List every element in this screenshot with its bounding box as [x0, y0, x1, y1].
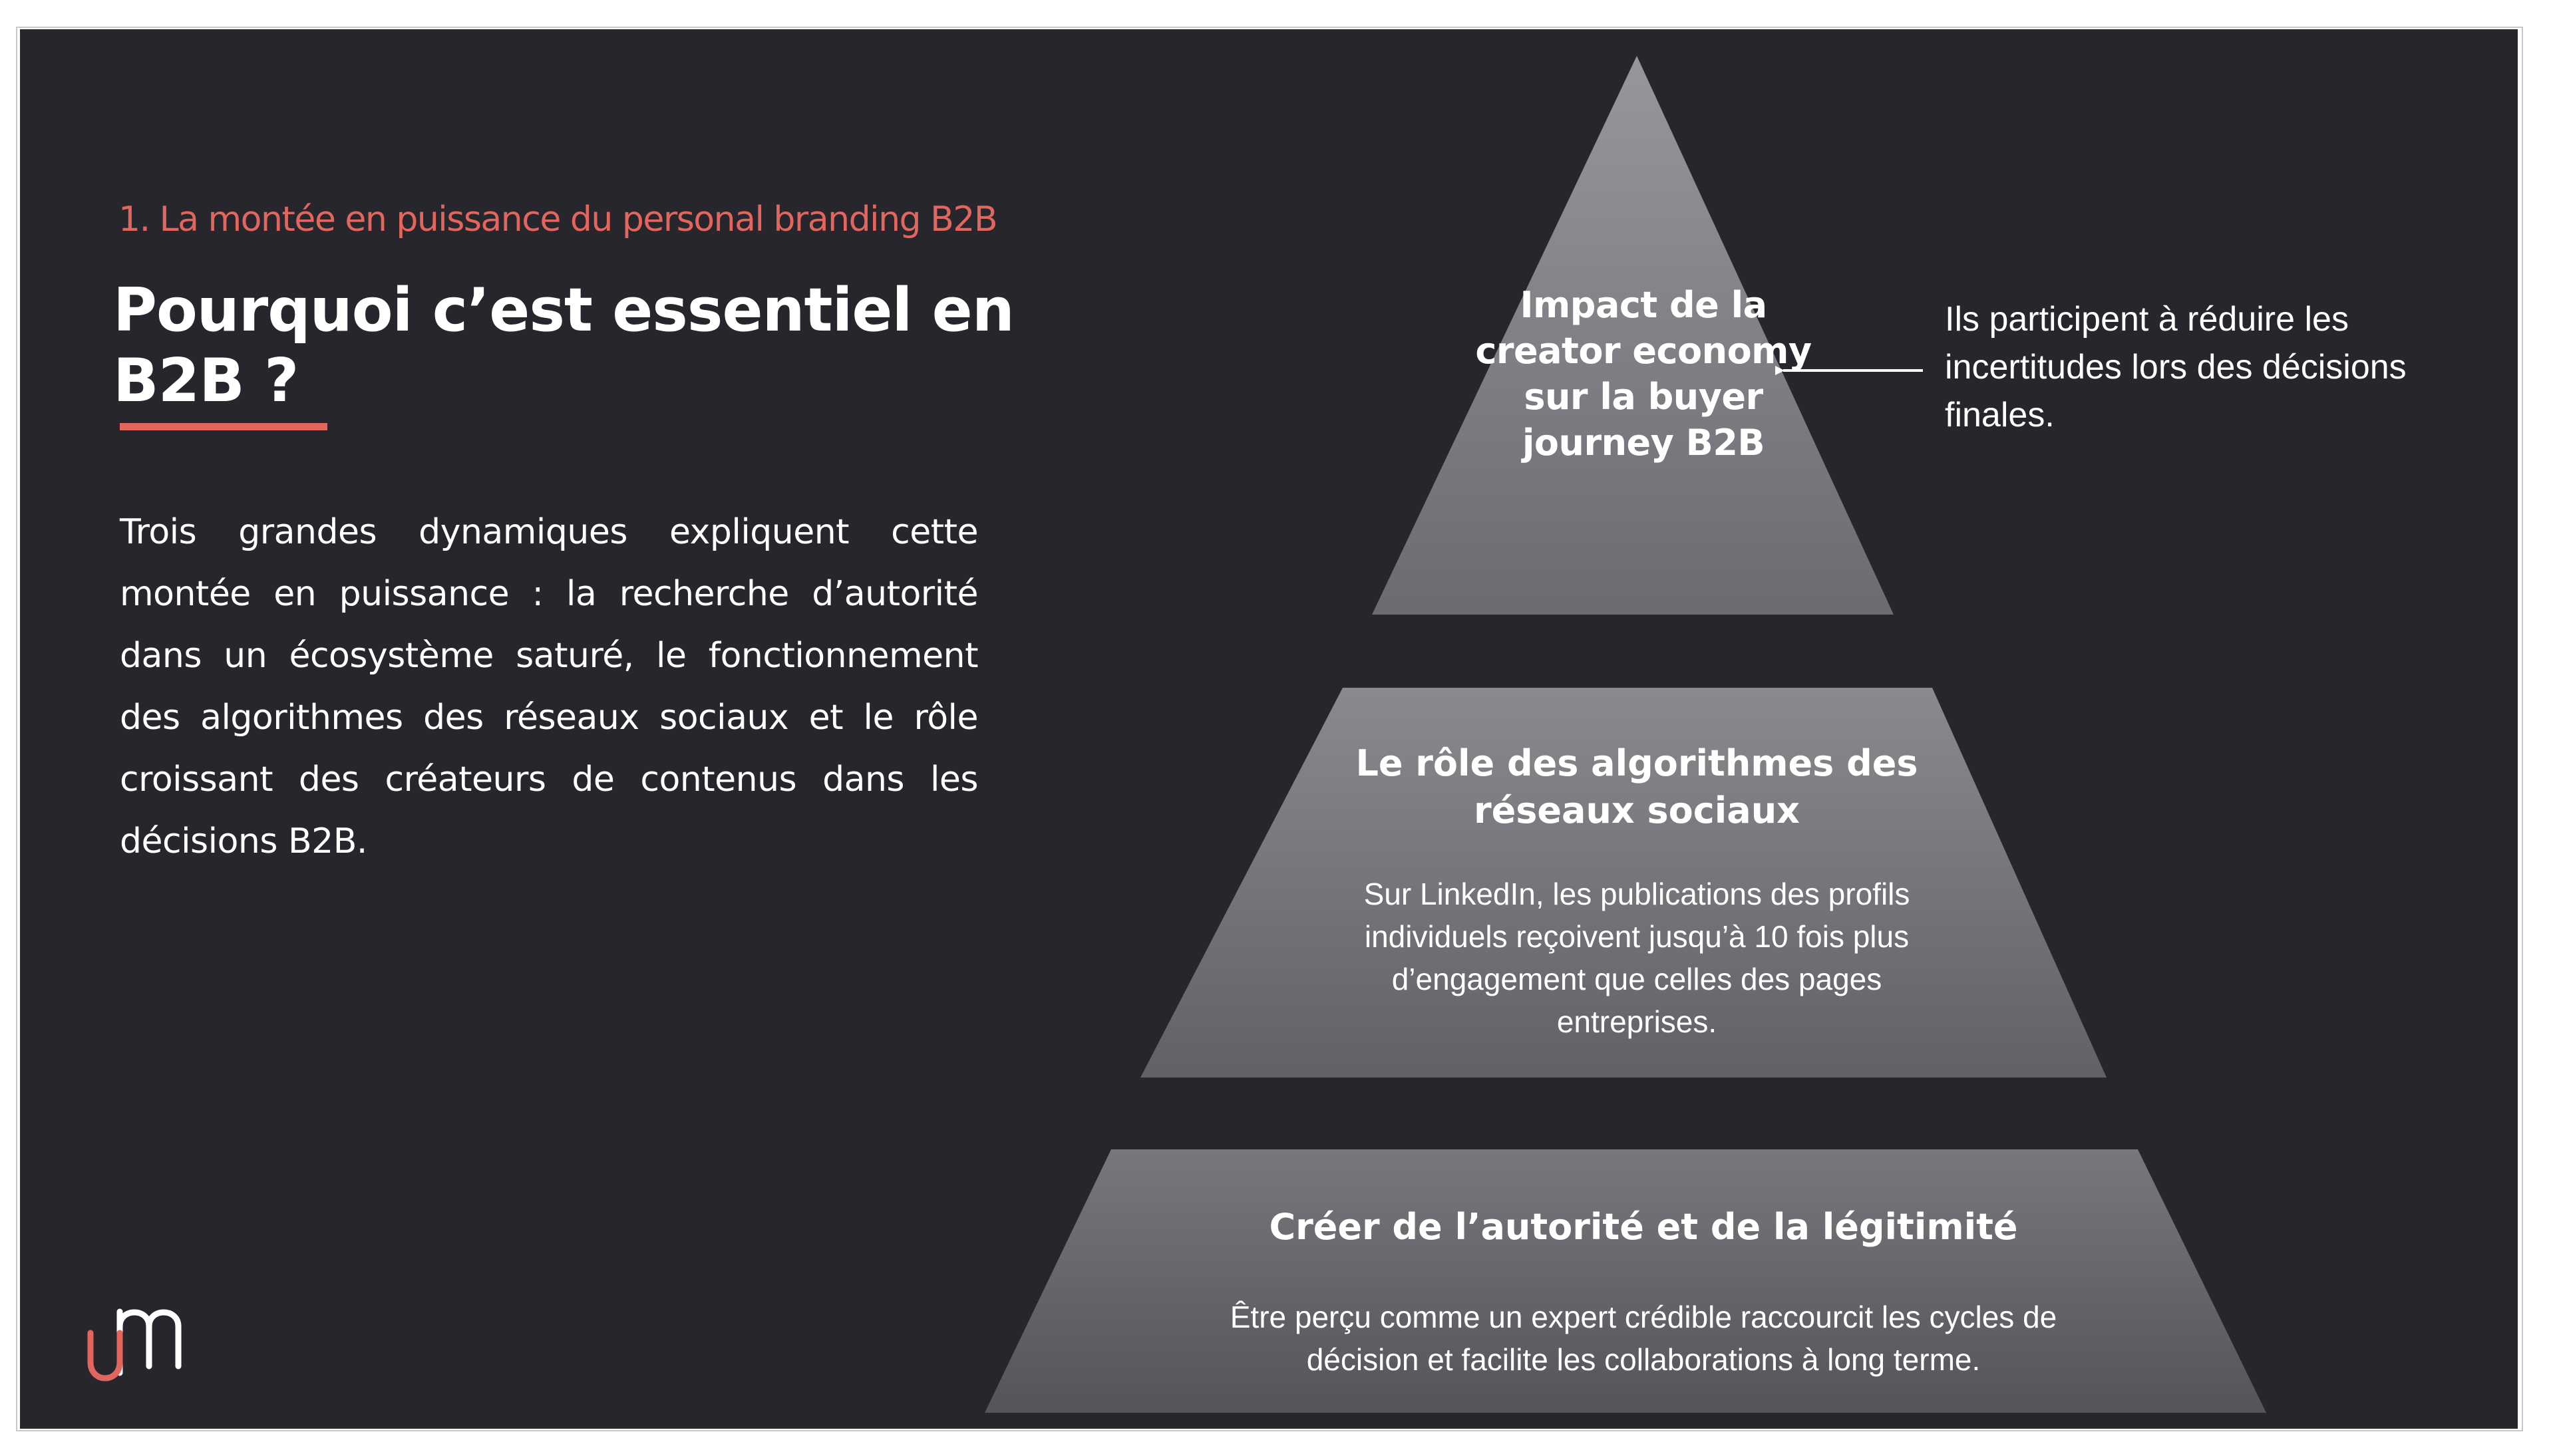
top-tier-callout: Ils participent à réduire les incertitudes lors des décisions finales. [1945, 300, 2407, 434]
bottom-tier-description: Être perçu comme un expert crédible raccourcit les cycles de décision et facilite les collaborations à long terme. [1230, 1300, 2057, 1377]
slide-title: Pourquoi c’est essentiel en B2B ? [113, 275, 1014, 416]
slide-body-text: Trois grandes dynamiques expliquent cette montée en puissance : la recherche d’autorité dans un écosystème saturé, le fonctionnement des algorithmes des réseaux sociaux et le rôle croissant des créateurs de contenus dans les décisions B2B. [120, 512, 978, 861]
um-monogram-icon [85, 1293, 205, 1386]
middle-tier-description: Sur LinkedIn, les publications des profils individuels reçoivent jusqu’à 10 fois plus d’engagement que celles des pages entreprises. [1363, 877, 1910, 1039]
slide [20, 29, 2518, 1429]
bottom-tier-title: Créer de l’autorité et de la légitimité [1269, 1206, 2018, 1248]
middle-tier-title: Le rôle des algorithmes des réseaux sociaux [1355, 742, 1918, 831]
top-tier-title: Impact de la creator economy sur la buyer journey B2B [1475, 284, 1812, 464]
section-kicker: 1. La montée en puissance du personal branding B2B [118, 200, 997, 239]
